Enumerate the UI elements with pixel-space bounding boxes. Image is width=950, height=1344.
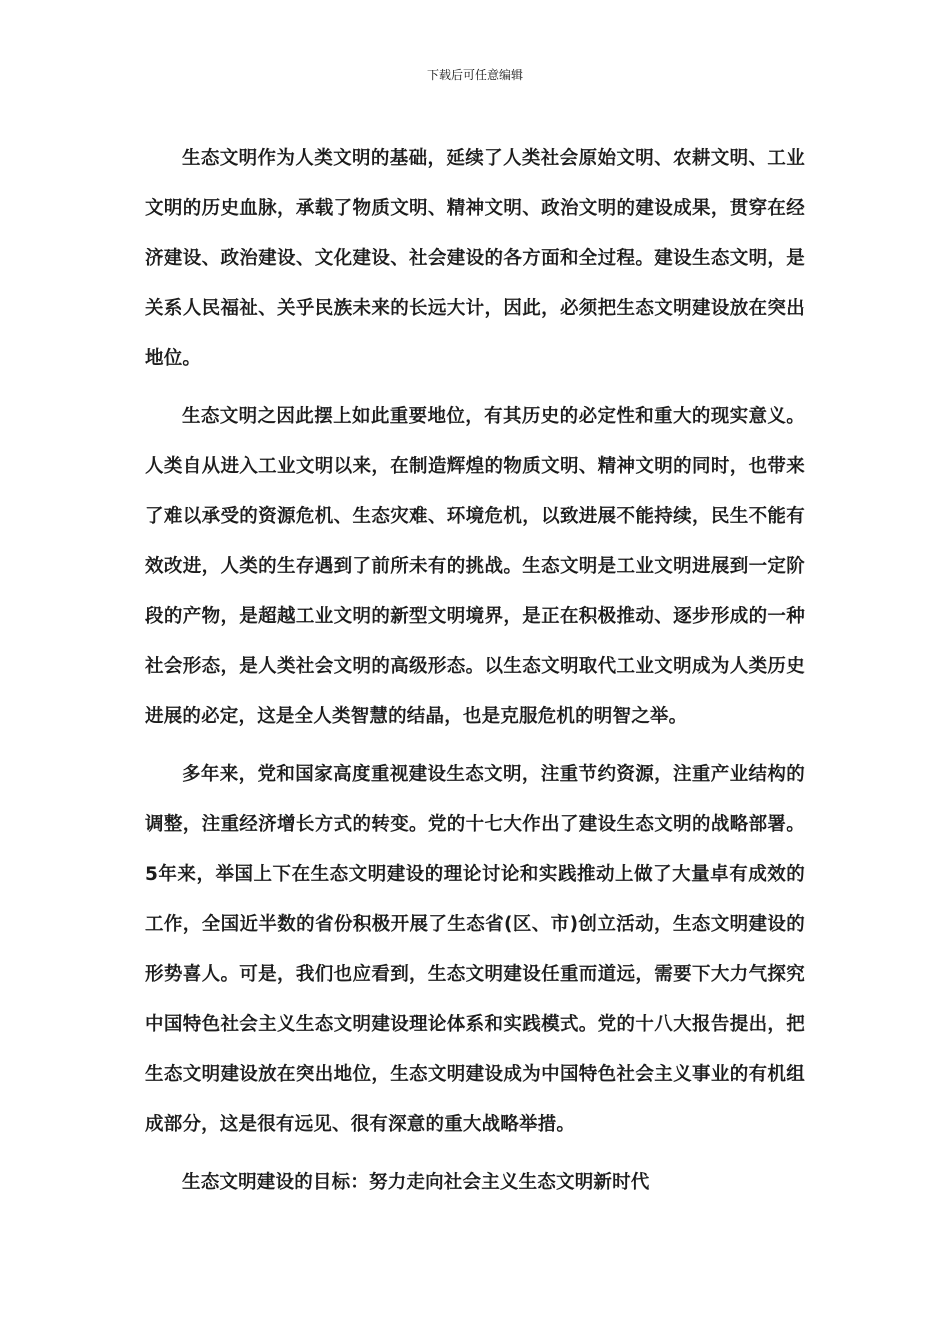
paragraph-1: 生态文明作为人类文明的基础，延续了人类社会原始文明、农耕文明、工业文明的历史血脉，承载了物质文明、精神文明、政治文明的建设成果，贯穿在经济建设、政治建设、文化建设、社会建设的各方面和全过程。建设生态文明，是关系人民福祉、关乎民族未来的长远大计，因此，必须把生态文明建设放在突出地位。 [145, 148, 805, 369]
paragraph-4: 生态文明建设的目标：努力走向社会主义生态文明新时代 [182, 1172, 650, 1193]
document-body [145, 134, 805, 1208]
page-header-note: 下载后可任意编辑 [426, 68, 523, 82]
paragraph-2: 生态文明之因此摆上如此重要地位，有其历史的必定性和重大的现实意义。人类自从进入工业文明以来，在制造辉煌的物质文明、精神文明的同时，也带来了难以承受的资源危机、生态灾难、环境危机，以致进展不能持续，民生不能有效改进，人类的生存遇到了前所未有的挑战。生态文明是工业文明进展到一定阶段的产物，是超越工业文明的新型文明境界，是正在积极推动、逐步形成的一种社会形态，是人类社会文明的高级形态。以生态文明取代工业文明成为人类历史进展的必定，这是全人类智慧的结晶，也是克服危机的明智之举。 [145, 406, 805, 727]
paragraph-3: 多年来，党和国家高度重视建设生态文明，注重节约资源，注重产业结构的调整，注重经济增长方式的转变。党的十七大作出了建设生态文明的战略部署。5年来，举国上下在生态文明建设的理论讨论和实践推动上做了大量卓有成效的工作，全国近半数的省份积极开展了生态省(区、市)创立活动，生态文明建设的形势喜人。可是，我们也应看到，生态文明建设任重而道远，需要下大力气探究中国特色社会主义生态文明建设理论体系和实践模式。党的十八大报告提出，把生态文明建设放在突出地位，生态文明建设成为中国特色社会主义事业的有机组成部分，这是很有远见、很有深意的重大战略举措。 [145, 764, 805, 1135]
